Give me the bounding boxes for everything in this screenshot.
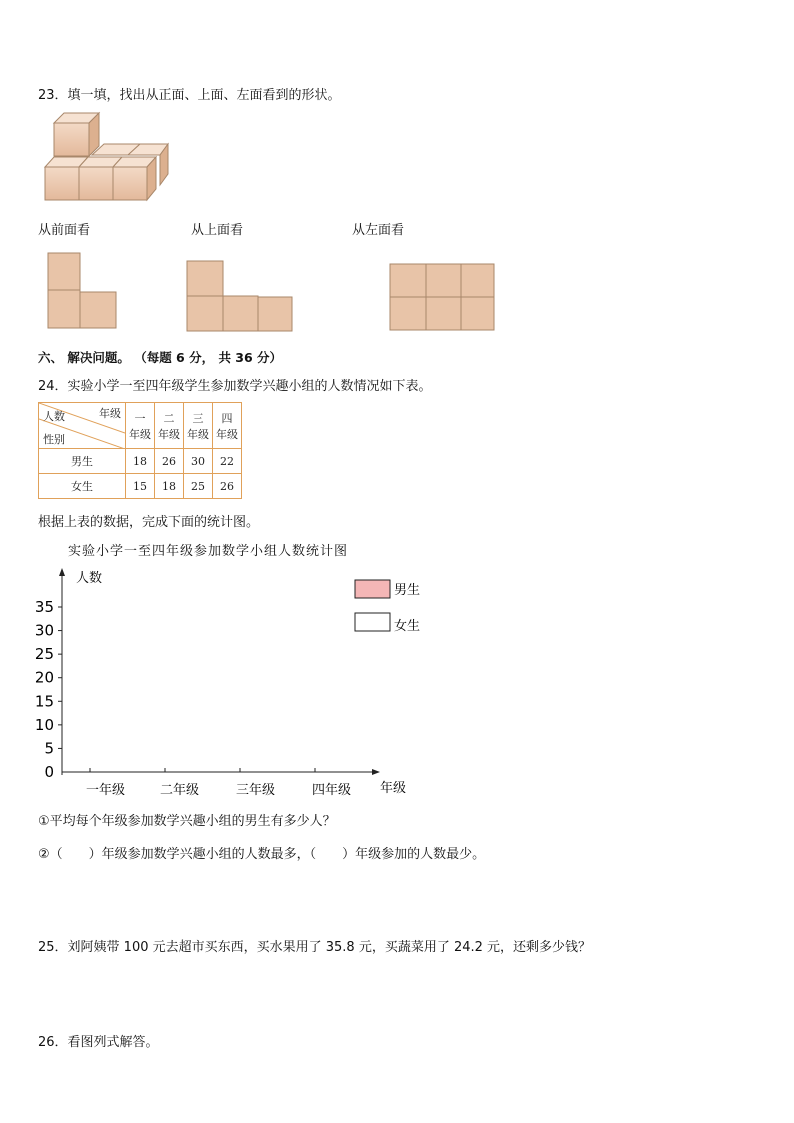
- grade-suffix: 年级: [187, 427, 209, 441]
- top-view-square: [187, 296, 223, 331]
- corner-gender-label: 性别: [43, 433, 65, 446]
- legend-swatch-girls: [355, 613, 390, 631]
- table-cell: 22: [213, 449, 242, 474]
- grade-num: 三: [192, 411, 204, 425]
- q24-text: 24．实验小学一至四年级学生参加数学兴趣小组的人数情况如下表。: [38, 379, 432, 394]
- cube-stack-figure: [40, 110, 175, 205]
- y-tick-label: 0: [44, 763, 54, 781]
- grade-header-cell: [155, 403, 184, 449]
- views-figure: [0, 248, 520, 338]
- q23-text: 23．填一填，找出从正面、上面、左面看到的形状。: [38, 88, 341, 103]
- x-axis-arrow-icon: [372, 769, 380, 775]
- grade-header-cell: [126, 403, 155, 449]
- y-tick-label: 35: [34, 598, 54, 616]
- grade-suffix: 年级: [216, 427, 238, 441]
- x-category-label: 二年级: [160, 783, 200, 798]
- view-label-front: 从前面看: [38, 223, 91, 238]
- table-row: [39, 474, 242, 499]
- table-cell: 18: [126, 449, 155, 474]
- front-view-square: [48, 290, 80, 328]
- grade-num: 一: [134, 411, 146, 425]
- left-view-square: [426, 297, 461, 330]
- y-tick-label: 20: [34, 668, 54, 687]
- view-label-top: 从上面看: [191, 223, 244, 238]
- legend-swatch-boys: [355, 580, 390, 598]
- grade-header-cell: [184, 403, 213, 449]
- left-view-square: [461, 264, 494, 297]
- corner-grade-label: 年级: [99, 407, 121, 420]
- grade-num: 四: [221, 411, 233, 425]
- front-view-square: [80, 292, 116, 328]
- top-view-square: [223, 296, 258, 331]
- q24-sub1: ①平均每个年级参加数学兴趣小组的男生有多少人？: [38, 814, 336, 829]
- y-tick-label: 5: [44, 739, 54, 758]
- x-category-label: 一年级: [86, 783, 126, 798]
- bar-chart: [0, 560, 480, 805]
- left-view-square: [461, 297, 494, 330]
- y-axis-arrow-icon: [59, 568, 65, 576]
- table-cell: 26: [213, 474, 242, 499]
- grade-suffix: 年级: [129, 427, 151, 441]
- table-cell: 15: [126, 474, 155, 499]
- q26-text: 26．看图列式解答。: [38, 1035, 159, 1050]
- grade-header-cell: [213, 403, 242, 449]
- y-tick-label: 30: [34, 621, 54, 640]
- front-view-square: [48, 253, 80, 290]
- corner-count-label: 人数: [43, 410, 65, 423]
- legend-label-girls: 女生: [394, 619, 421, 634]
- q24-sub2: ②（ ）年级参加数学兴趣小组的人数最多，（ ）年级参加的人数最少。: [38, 847, 486, 862]
- section-heading: 六、 解决问题。 （每题 6 分， 共 36 分）: [38, 350, 283, 365]
- y-tick-label: 15: [34, 692, 54, 711]
- grade-suffix: 年级: [158, 427, 180, 441]
- table-cell: 30: [184, 449, 213, 474]
- table-cell: 25: [184, 474, 213, 499]
- y-axis-label: 人数: [76, 571, 103, 586]
- table-cell: 26: [155, 449, 184, 474]
- row-label: 男生: [39, 449, 126, 474]
- left-view-square: [426, 264, 461, 297]
- x-category-label: 三年级: [236, 783, 276, 798]
- y-tick-label: 10: [34, 715, 54, 734]
- legend-label-boys: 男生: [394, 583, 421, 598]
- q24-instruction: 根据上表的数据，完成下面的统计图。: [38, 515, 260, 530]
- left-view-square: [390, 264, 426, 297]
- left-view-square: [390, 297, 426, 330]
- q25-text: 25．刘阿姨带 100 元去超市买东西，买水果用了 35.8 元，买蔬菜用了 24.2 元，还剩多少钱？: [38, 940, 592, 955]
- table-row: [39, 449, 242, 474]
- table-corner-cell: [39, 403, 126, 449]
- grade-num: 二: [163, 411, 175, 425]
- x-axis-label: 年级: [380, 781, 407, 796]
- top-view-square: [187, 261, 223, 296]
- data-table: [38, 402, 242, 499]
- top-view-square: [258, 297, 292, 331]
- x-category-label: 四年级: [312, 783, 352, 798]
- chart-title: 实验小学一至四年级参加数学小组人数统计图: [68, 544, 349, 559]
- row-label: 女生: [39, 474, 126, 499]
- view-label-left: 从左面看: [352, 223, 405, 238]
- data-table-wrap: [38, 402, 242, 499]
- y-tick-label: 25: [34, 645, 54, 664]
- table-cell: 18: [155, 474, 184, 499]
